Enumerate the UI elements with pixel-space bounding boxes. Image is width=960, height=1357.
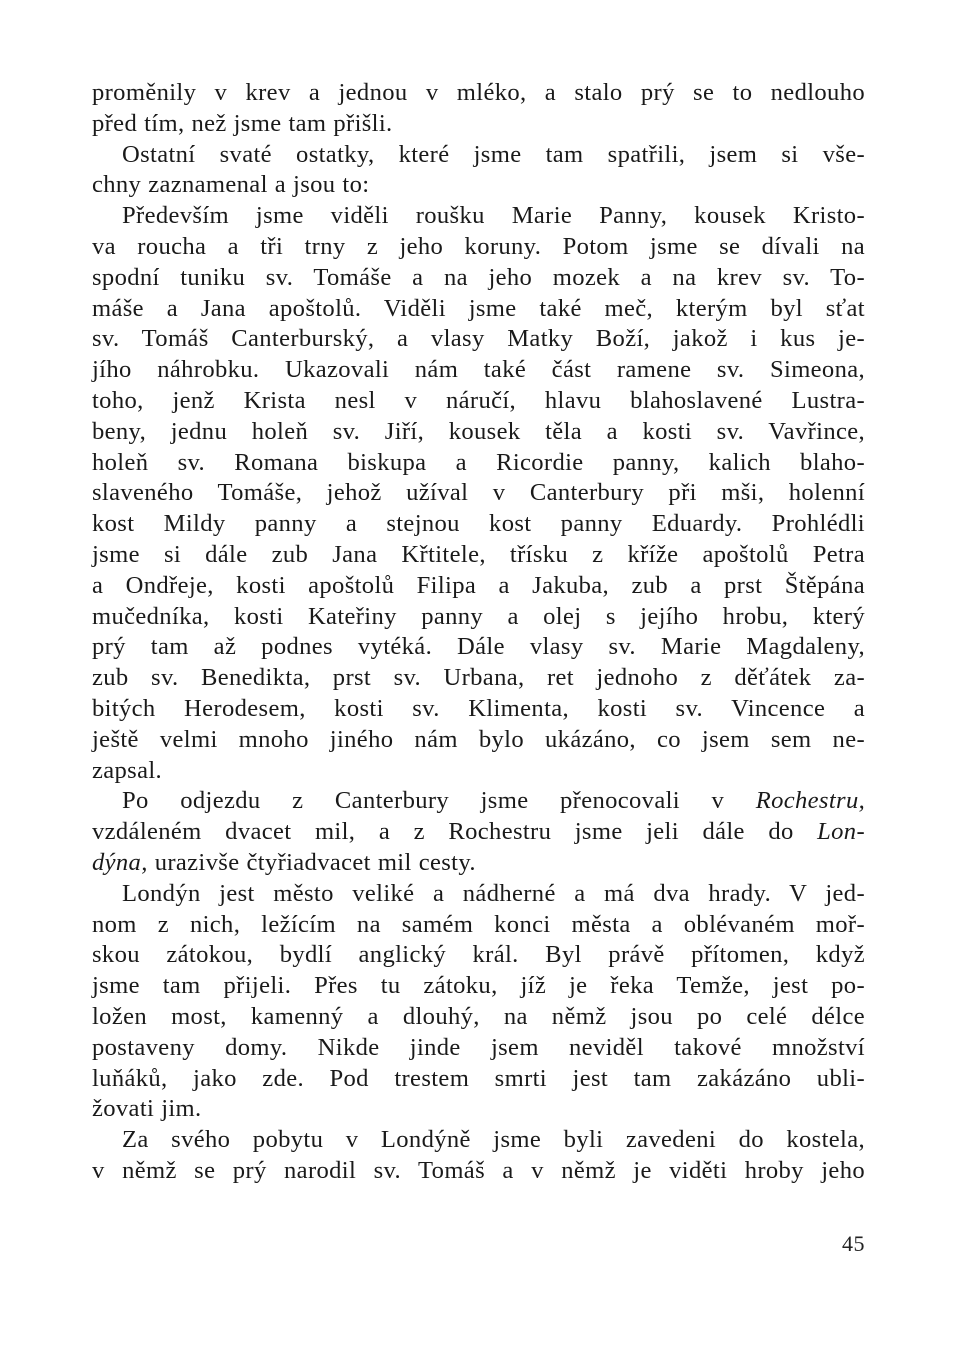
text-line: zub sv. Benedikta, prst sv. Urbana, ret jednoho z děťátek za-	[92, 664, 865, 692]
text-line: žovati jim.	[92, 1095, 202, 1123]
page-number: 45	[842, 1231, 865, 1256]
paragraph	[92, 879, 865, 1125]
text-line: toho, jenž Krista nesl v náručí, hlavu blahoslavené Lustra-	[92, 386, 865, 414]
text-line: Po odjezdu z Canterbury jsme přenocovali v Rochestru,	[122, 787, 866, 815]
text-line: jsme si dále zub Jana Křtitele, třísku z kříže apoštolů Petra	[92, 540, 865, 568]
text-line: holeň sv. Romana biskupa a Ricordie panny, kalich blaho-	[92, 448, 865, 476]
text-line: chny zaznamenal a jsou to:	[92, 171, 370, 199]
text-line: jsme tam přijeli. Přes tu zátoku, jíž je řeka Temže, jest po-	[92, 972, 865, 1000]
text-line: Především jsme viděli roušku Marie Panny, kousek Kristo-	[122, 202, 865, 230]
text-line: mučedníka, kosti Kateřiny panny a olej s jejího hrobu, který	[92, 602, 865, 630]
text-line: Londýn jest město veliké a nádherné a má dva hrady. V jed-	[122, 879, 865, 907]
text-line: nom z nich, ležícím na samém konci města a oblévaném moř-	[92, 910, 865, 938]
place-name: dýna,	[92, 848, 148, 876]
text-line: Za svého pobytu v Londýně jsme byli zavedeni do kostela,	[122, 1126, 865, 1154]
text-line: a Ondřeje, kosti apoštolů Filipa a Jakuba, zub a prst Štěpána	[92, 571, 865, 599]
text-line: slaveného Tomáše, jehož užíval v Canterbury při mši, holenní	[92, 479, 865, 507]
text-line: v němž se prý narodil sv. Tomáš a v němž je viděti hroby jeho	[92, 1156, 865, 1184]
paragraph	[92, 201, 865, 786]
text-line: dýna, urazivše čtyřiadvacet mil cesty.	[92, 848, 476, 876]
paragraph	[92, 1125, 865, 1187]
paragraph	[92, 140, 865, 202]
text-line: ještě velmi mnoho jiného nám bylo ukázáno, co jsem sem ne-	[92, 725, 865, 753]
text-line: spodní tuniku sv. Tomáše a na jeho mozek a na krev sv. To-	[92, 263, 865, 291]
text-line: vzdáleném dvacet mil, a z Rochestru jsme jeli dále do Lon-	[92, 818, 865, 846]
text-line: sv. Tomáš Canterburský, a vlasy Matky Boží, jakož i kus je-	[92, 325, 865, 353]
page-body	[92, 78, 865, 1187]
text-line: jího náhrobku. Ukazovali nám také část ramene sv. Simeona,	[92, 356, 865, 384]
text-line: prý tam až podnes vytéká. Dále vlasy sv. Marie Magdaleny,	[92, 633, 865, 661]
paragraph	[92, 78, 865, 140]
paragraph	[92, 786, 865, 878]
place-name: Rochestru,	[755, 787, 866, 815]
text-line: ložen most, kamenný a dlouhý, na němž jsou po celé délce	[92, 1002, 865, 1030]
text-line: va roucha a tři trny z jeho koruny. Potom jsme se dívali na	[92, 232, 865, 260]
text-line: postaveny domy. Nikde jinde jsem neviděl takové množství	[92, 1033, 865, 1061]
text-line: Ostatní svaté ostatky, které jsme tam spatřili, jsem si vše-	[122, 140, 865, 168]
text-line: bitých Herodesem, kosti sv. Klimenta, kosti sv. Vincence a	[92, 694, 865, 722]
text-line: před tím, než jsme tam přišli.	[92, 109, 393, 137]
text-line: proměnily v krev a jednou v mléko, a stalo prý se to nedlouho	[92, 79, 865, 106]
text-line: zapsal.	[92, 756, 163, 784]
text-line: beny, jednu holeň sv. Jiří, kousek těla a kosti sv. Vavřince,	[92, 417, 865, 445]
place-name: Lon-	[817, 818, 865, 846]
text-line: luňáků, jako zde. Pod trestem smrti jest tam zakázáno ubli-	[92, 1064, 865, 1092]
text-line: skou zátokou, bydlí anglický král. Byl právě přítomen, když	[92, 941, 865, 969]
text-line: kost Mildy panny a stejnou kost panny Eduardy. Prohlédli	[92, 510, 865, 538]
text-line: máše a Jana apoštolů. Viděli jsme také meč, kterým byl sťat	[92, 294, 865, 322]
